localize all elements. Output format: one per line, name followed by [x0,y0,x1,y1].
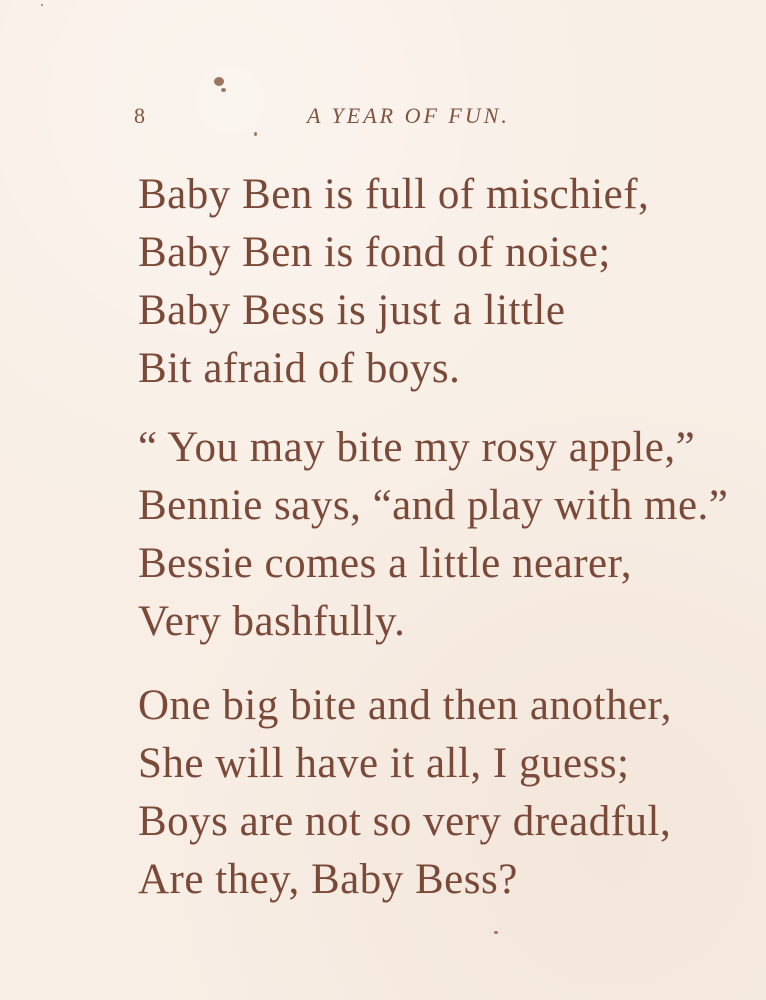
ink-blot-mark [221,88,226,92]
stanza-3 [138,677,748,909]
stanza-1 [138,166,748,398]
ink-blot-mark [254,132,257,136]
ink-blot-mark [214,77,224,86]
verse-line: “ You may bite my rosy apple,” [138,424,696,471]
page-number: 8 [134,103,146,128]
page-header [0,103,766,137]
verse-line: Bessie comes a little nearer, [138,540,632,587]
verse-line: Bit afraid of boys. [138,345,461,392]
verse-line: Boys are not so very dreadful, [138,798,672,845]
ink-blot-mark [41,4,43,6]
ink-blot-mark [494,931,498,934]
verse-line: One big bite and then another, [138,682,672,729]
verse-line: Baby Ben is full of mischief, [138,171,650,218]
verse-line: Baby Ben is fond of noise; [138,229,611,276]
verse-line: Bennie says, “and play with me.” [138,482,729,529]
verse-line: Are they, Baby Bess? [138,856,518,903]
verse-line: Baby Bess is just a little [138,287,566,334]
verse-line: Very bashfully. [138,598,406,645]
stanza-2 [138,419,748,651]
running-title: A YEAR OF FUN. [307,103,510,128]
verse-line: She will have it all, I guess; [138,740,630,787]
